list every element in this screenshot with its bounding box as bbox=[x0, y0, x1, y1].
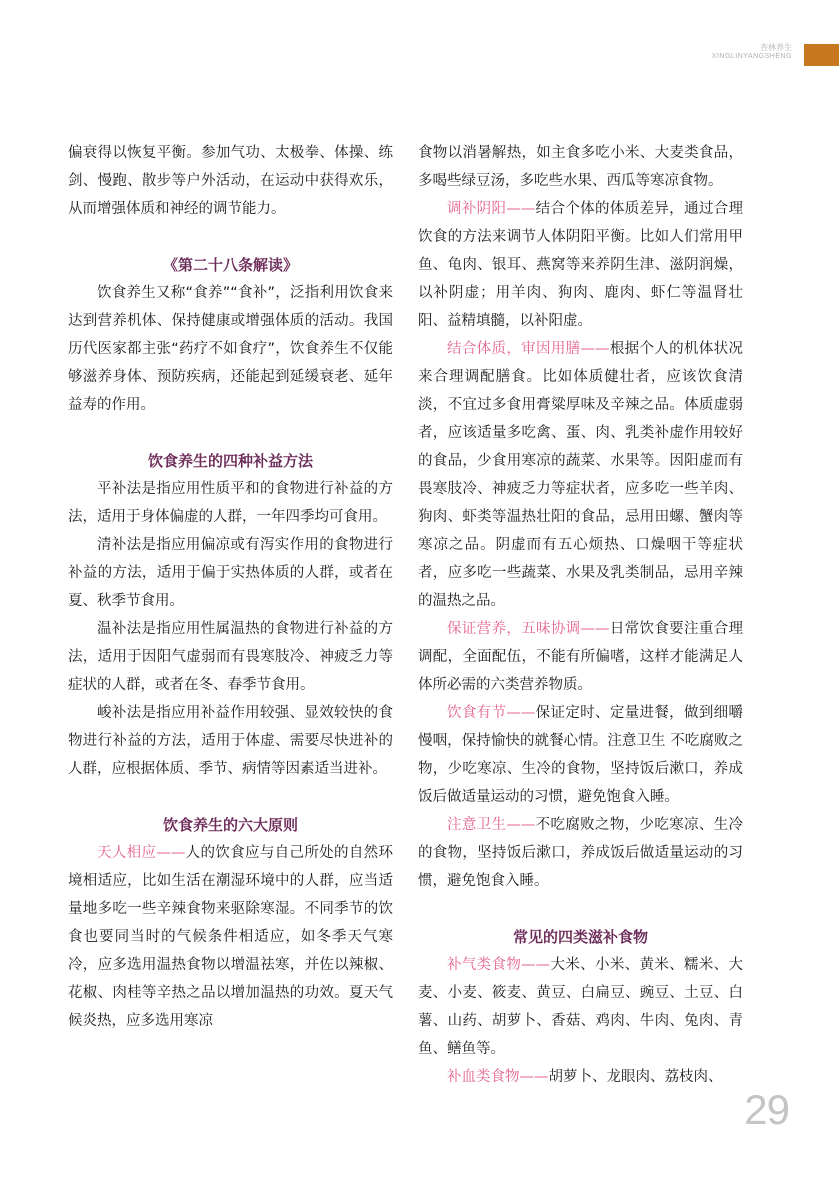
right-column bbox=[418, 139, 743, 1091]
left-intro-paragraph: 偏衰得以恢复平衡。参加气功、太极拳、体操、练剑、慢跑、散步等户外活动，在运动中获得欢乐，从而增强体质和神经的调节能力。 bbox=[68, 145, 393, 217]
left-column bbox=[68, 139, 393, 1035]
paragraph-text: 不吃腐败之物，少吃寒凉、生冷的食物，坚持饭后漱口，养成饭后做适量运动的习惯，避免饱食入睡。 bbox=[418, 817, 744, 889]
highlight-term: 天人相应—— bbox=[97, 845, 186, 861]
highlight-term: 注意卫生—— bbox=[447, 817, 536, 833]
paragraph-wen-bu: 温补法是指应用性属温热的食物进行补益的方法，适用于因阳气虚弱而有畏寒肢冷、神疲乏力等症状的人群，或者在冬、春季节食用。 bbox=[68, 621, 393, 693]
highlight-term: 结合体质，审因用膳—— bbox=[447, 341, 610, 357]
paragraph-text: 大米、小米、黄米、糯米、大麦、小麦、筱麦、黄豆、白扁豆、豌豆、土豆、白薯、山药、胡萝卜、香菇、鸡肉、牛肉、兔肉、青鱼、鳝鱼等。 bbox=[418, 957, 744, 1057]
paragraph-nutrition bbox=[418, 615, 743, 699]
paragraph-text: 根据个人的机体状况来合理调配膳食。比如体质健壮者，应该饮食清淡，不宜过多食用膏粱厚味及辛辣之品。体质虚弱者，应该适量多吃禽、蛋、肉、乳类补虚作用较好的食品，少食用寒凉的蔬菜、水果等。因阳虚而有畏寒肢冷、神疲乏力等症状者，应多吃一些羊肉、狗肉、虾类等温热壮阳的食品，忌用田螺、蟹肉等寒凉之品。阴虚而有五心烦热、口燥咽干等症状者，应多吃一些蔬菜、水果及乳类制品，忌用辛辣的温热之品。 bbox=[418, 341, 743, 609]
running-header bbox=[712, 44, 792, 60]
paragraph-text: 保证定时、定量进餐，做到细嚼慢咽，保持愉快的就餐心情。注意卫生 不吃腐败之物，少吃寒凉、生冷的食物，坚持饭后漱口，养成饭后做适量运动的习惯，避免饱食入睡。 bbox=[418, 705, 744, 805]
paragraph-ping-bu: 平补法是指应用性质平和的食物进行补益的方法，适用于身体偏虚的人群，一年四季均可食用。 bbox=[68, 481, 393, 525]
highlight-term: 调补阴阳—— bbox=[447, 201, 536, 217]
header-tab-block bbox=[804, 44, 839, 66]
paragraph-text: 结合个体的体质差异，通过合理饮食的方法来调节人体阴阳平衡。比如人们常用甲鱼、龟肉、银耳、燕窝等来养阴生津、滋阴润燥，以补阴虚；用羊肉、狗肉、鹿肉、虾仁等温肾壮阳、益精填髓，以补阳虚。 bbox=[418, 201, 744, 329]
highlight-term: 补血类食物—— bbox=[447, 1069, 549, 1085]
page-number: 29 bbox=[744, 1086, 789, 1133]
section-heading-six-principles: 饮食养生的六大原则 bbox=[162, 816, 298, 834]
section-heading-four-methods: 饮食养生的四种补益方法 bbox=[147, 452, 313, 470]
paragraph-qi-foods bbox=[418, 951, 743, 1063]
header-title: 杏林养生 bbox=[760, 43, 792, 52]
paragraph-qing-bu: 清补法是指应用偏凉或有泻实作用的食物进行补益的方法，适用于偏于实热体质的人群，或者在夏、秋季节食用。 bbox=[68, 537, 393, 609]
paragraph-text: 胡萝卜、龙眼肉、荔枝肉、 bbox=[548, 1069, 723, 1085]
highlight-term: 保证营养，五味协调—— bbox=[447, 621, 610, 637]
paragraph-blood-foods bbox=[418, 1063, 743, 1091]
paragraph-text: 日常饮食要注重合理调配，全面配伍，不能有所偏嗜，这样才能满足人体所必需的六类营养物质。 bbox=[418, 621, 743, 693]
right-continued-paragraph: 食物以消暑解热，如主食多吃小米、大麦类食品，多喝些绿豆汤，多吃些水果、西瓜等寒凉食物。 bbox=[418, 145, 743, 189]
paragraph-tian-ren-xiang-ying bbox=[68, 839, 393, 1035]
paragraph-tiao-bu-yin-yang bbox=[418, 195, 743, 335]
paragraph-hygiene bbox=[418, 811, 743, 895]
paragraph-moderation bbox=[418, 699, 743, 811]
paragraph-jun-bu: 峻补法是指应用补益作用较强、显效较快的食物进行补益的方法，适用于体虚、需要尽快进补的人群，应根据体质、季节、病情等因素适当进补。 bbox=[68, 705, 393, 777]
header-subtitle: XINGLINYANGSHENG bbox=[711, 52, 792, 60]
highlight-term: 补气类食物—— bbox=[447, 957, 551, 973]
section-heading-four-foods: 常见的四类滋补食物 bbox=[512, 928, 648, 946]
paragraph-constitution bbox=[418, 335, 743, 615]
paragraph-text: 人的饮食应与自己所处的自然环境相适应，比如生活在潮湿环境中的人群，应当适量地多吃一些辛辣食物来驱除寒湿。不同季节的饮食也要同当时的气候条件相适应，如冬季天气寒冷，应多选用温热食物以增温祛寒，并佐以辣椒、花椒、肉桂等辛热之品以增加温热的功效。夏天气候炎热，应多选用寒凉 bbox=[68, 845, 394, 1029]
section-heading-article-28: 《第二十八条解读》 bbox=[162, 256, 298, 274]
highlight-term: 饮食有节—— bbox=[447, 705, 536, 721]
paragraph-food-nourishment: 饮食养生又称“食养”“食补”，泛指利用饮食来达到营养机体、保持健康或增强体质的活动。我国历代医家都主张“药疗不如食疗”，饮食养生不仅能够滋养身体、预防疾病，还能起到延缓衰老、延年益寿的作用。 bbox=[68, 285, 393, 413]
